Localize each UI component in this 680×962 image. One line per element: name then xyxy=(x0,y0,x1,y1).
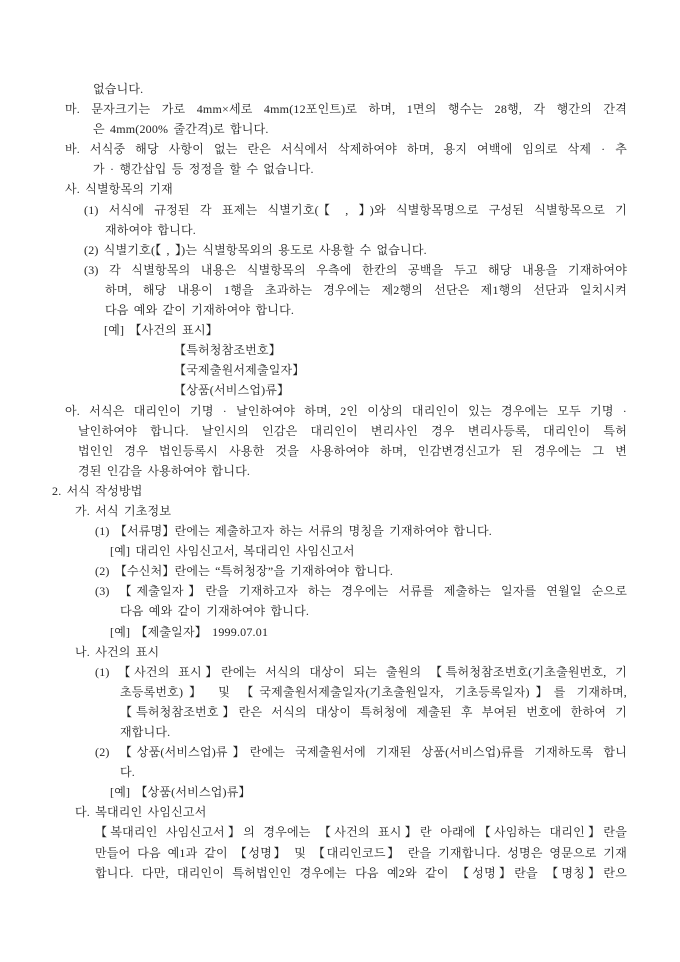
document-line: (1) 서식에 규정된 각 표제는 식별기호(【 , 】)와 식별항목명으로 구성된 식별항목으로 기 xyxy=(84,202,627,217)
document-line: [예] 대리인 사임신고서, 복대리인 사임신고서 xyxy=(110,544,355,559)
document-line: (2) 【수신처】란에는 “특허청장”을 기재하여야 합니다. xyxy=(95,564,394,579)
document-line: 초등록번호)】 및 【국제출원서제출일자(기초출원일자, 기초등록일자)】를 기재하며, xyxy=(120,684,627,699)
document-line: 바. 서식중 해당 사항이 없는 란은 서식에서 삭제하여야 하며, 용지 여백에 임의로 삭제 · 추 xyxy=(65,142,627,157)
document-line: (3) 각 식별항목의 내용은 식별항목의 우측에 한칸의 공백을 두고 해당 내용을 기재하여야 xyxy=(84,262,627,277)
document-line: (2) 【상품(서비스업)류】란에는 국제출원서에 기재된 상품(서비스업)류를 기재하도록 합니 xyxy=(95,745,627,760)
document-line: 만들어 다음 예1과 같이 【성명】 및 【대리인코드】 란을 기재합니다. 성명은 영문으로 기재 xyxy=(95,845,627,860)
document-line: 없습니다. xyxy=(93,82,144,96)
document-body xyxy=(0,79,627,883)
document-line: 은 4mm(200% 줄간격)로 합니다. xyxy=(93,122,269,137)
document-line: 다. 복대리인 사임신고서 xyxy=(75,805,207,820)
document-line: 경된 인감을 사용하여야 합니다. xyxy=(78,463,251,478)
document-line: 합니다. 다만, 대리인이 특허법인인 경우에는 다음 예2와 같이 【성명】란을 【명칭】란으 xyxy=(95,865,627,880)
document-line: 가. 서식 기초정보 xyxy=(75,503,172,518)
document-line: 【특허청참조번호】란은 서식의 대상이 특허청에 제출된 후 부여된 번호에 한하여 기 xyxy=(120,704,627,719)
document-line: 재하여야 합니다. xyxy=(105,222,196,237)
document-line: 재합니다. xyxy=(120,725,171,739)
document-line: 법인인 경우 법인등록시 사용한 것을 사용하여야 하며, 인감변경신고가 된 경우에는 그 변 xyxy=(78,443,627,458)
document-line: 【상품(서비스업)류】 xyxy=(174,383,290,398)
document-line: 마. 문자크기는 가로 4mm×세로 4mm(12포인트)로 하며, 1면의 행수는 28행, 각 행간의 간격 xyxy=(65,102,627,117)
document-line: (1) 【서류명】란에는 제출하고자 하는 서류의 명칭을 기재하여야 합니다. xyxy=(95,524,492,539)
document-line: (3) 【제출일자】란을 기재하고자 하는 경우에는 서류를 제출하는 일자를 연월일 순으로 xyxy=(95,584,627,599)
document-line: 【특허청참조번호】 xyxy=(174,343,281,358)
document-line: (2) 식별기호(【 , 】)는 식별항목외의 용도로 사용할 수 없습니다. xyxy=(84,242,427,257)
document-line: 아. 서식은 대리인이 기명 · 날인하여야 하며, 2인 이상의 대리인이 있는 경우에는 모두 기명 · xyxy=(65,403,627,418)
document-line: 다음 예와 같이 기재하여야 합니다. xyxy=(120,604,310,619)
document-line: [예] 【제출일자】 1999.07.01 xyxy=(110,624,269,639)
document-line: 날인하여야 합니다. 날인시의 인감은 대리인이 변리사인 경우 변리사등록, 대리인이 특허 xyxy=(78,423,627,438)
document-line: (1) 【사건의 표시】란에는 서식의 대상이 되는 출원의 【특허청참조번호(기초출원번호, 기 xyxy=(95,664,627,679)
document-line: 다. xyxy=(120,765,135,780)
document-line: [예] 【상품(서비스업)류】 xyxy=(110,785,251,800)
document-line: 【국제출원서제출일자】 xyxy=(174,363,305,378)
document-line: 다음 예와 같이 기재하여야 합니다. xyxy=(105,303,295,318)
document-line: 사. 식별항목의 기재 xyxy=(65,182,173,197)
document-line: 가 · 행간삽입 등 정정을 할 수 없습니다. xyxy=(93,162,314,177)
document-line: 하며, 해당 내용이 1행을 초과하는 경우에는 제2행의 선단은 제1행의 선단과 일치시켜 xyxy=(105,282,627,297)
document-line: 【복대리인 사임신고서】의 경우에는 【사건의 표시】란 아래에【사임하는 대리인】란을 xyxy=(95,825,627,840)
document-line: 나. 사건의 표시 xyxy=(75,644,160,659)
document-line: [예] 【사건의 표시】 xyxy=(104,323,218,338)
document-line: 2. 서식 작성방법 xyxy=(52,483,143,498)
